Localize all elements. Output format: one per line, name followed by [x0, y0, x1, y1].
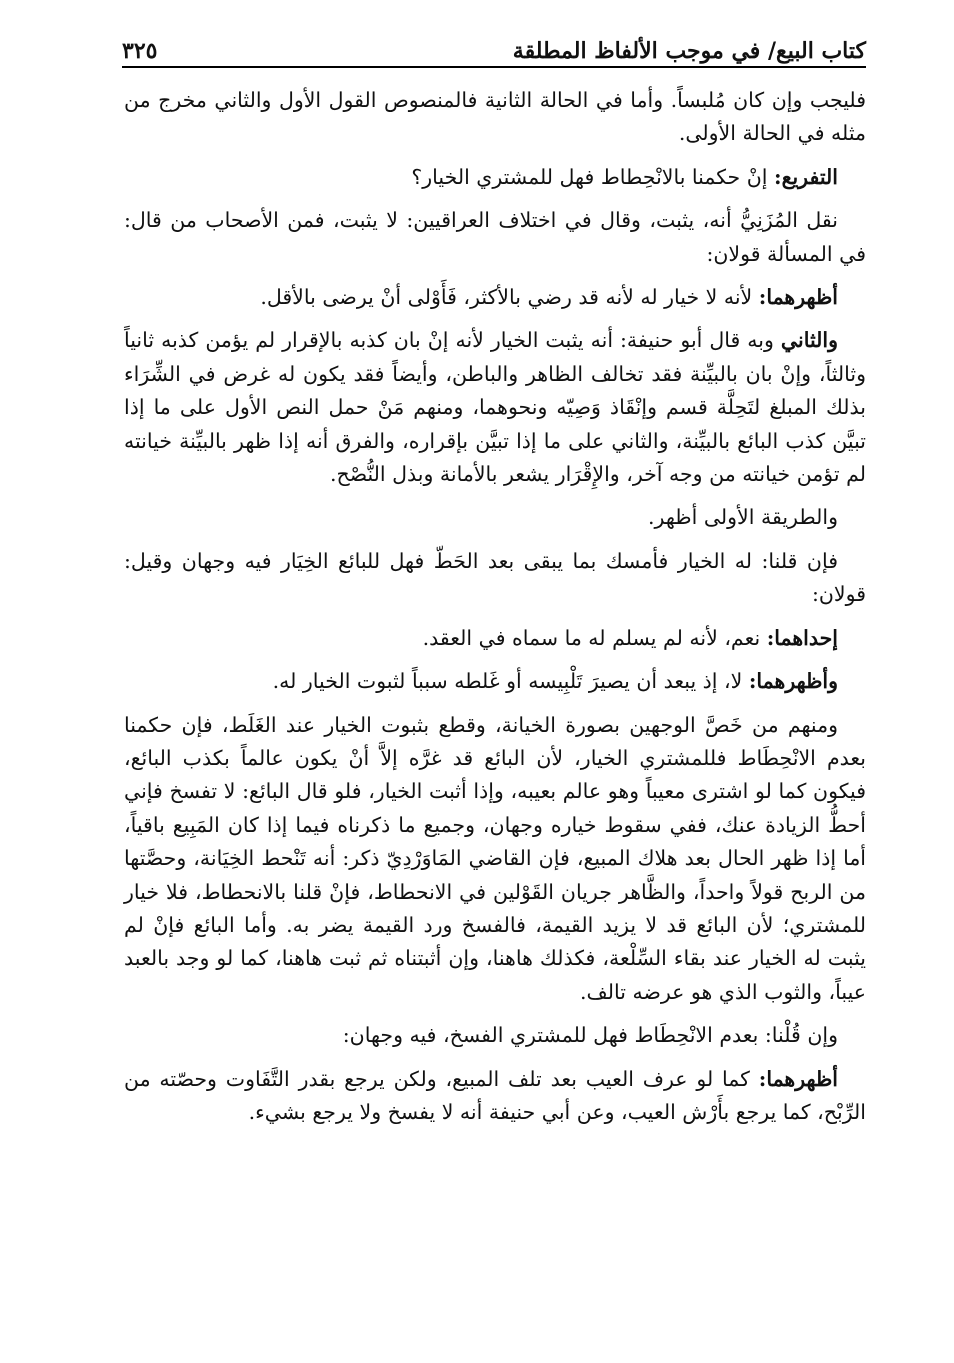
paragraph-10: ومنهم من خَصَّ الوجهين بصورة الخيانة، وقطع بثبوت الخيار عند الغَلَط، فإن حكمنا بعدم الانْحِطَاط فللمشتري الخيار، لأن البائع قد غرَّه إلاَّ أنْ يكون عالماً بكذب البائع، فيكون كما لو اشترى معيباً وهو عالم بعيبه، وإذا أثبت الخيار، فلو قال البائع: لا تفسخ فإني أحطُّ الزيادة عنك، ففي سقوط خياره وجهان، وجميع ما ذكرناه فيما إذا كان المَبِيع باقياً، أما إذا ظهر الحال بعد هلاك المبيع، فإن القاضي المَاوَرْدِيّ ذكر: أنه تَنْحط الخِيَانة، وحصَّتها من الربح قولاً واحداً، والظَّاهر جريان القَوْلين في الانحطاط، فإنْ قلنا بالانحطاط، فلا خيار للمشتري؛ لأن البائع قد لا يزيد القيمة، فالفسخ ورد القيمة يضر به. وأما البائع فإنْ لم يثبت له الخيار عند بقاء السِّلْعة، فكذلك هاهنا، وإن أثبتناه ثم ثبت هاهنا، كما لو وجد بالعبد عيباً، والثوب الذي هو عرضه تالف.: [124, 712, 866, 1004]
paragraph-11: وإن قُلْنا: بعدم الانْحِطَاط فهل للمشتري الفسخ، فيه وجهان:: [342, 1023, 838, 1048]
paragraph-8: إحداهما: نعم، لأنه لم يسلم له ما سماه في العقد.: [422, 625, 838, 650]
paragraph-6: والطريقة الأولى أظهر.: [648, 505, 838, 530]
paragraph-1: فليجب وإن كان مُلبساً. وأما في الحالة الثانية فالمنصوص القول الأول والثاني مخرج من مثله في الحالة الأولى.: [124, 88, 866, 146]
header-rule: [122, 66, 866, 68]
paragraph-3: نقل المُزَنِيُّ أنه، يثبت، وقال في اختلاف العراقيين: لا يثبت، فمن الأصحاب من قال: في المسألة قولان:: [124, 208, 866, 266]
paragraph-7: فإن قلنا: له الخيار فأمسك بما يبقى بعد الحَطّ فهل للبائع الخِيَار فيه وجهان وقيل: قولان:: [124, 548, 866, 607]
page-number: ٣٢٥: [122, 38, 158, 64]
page-header: [122, 22, 866, 64]
paragraph-12: أظهرهما: كما لو عرف العيب بعد تلف المبيع، ولكن يرجع بقدر التَّفَاوت وحصّته من الرِّبْح، كما يرجع بأَرْش العيب، وعن أبي حنيفة أنه لا يفسخ ولا يرجع بشيء.: [124, 1066, 866, 1124]
paragraph-5: والثاني وبه قال أبو حنيفة: أنه يثبت الخيار لأنه إنْ بان كذبه بالإقرار لم يؤمن كذبه ثانياً وثالثاً، وإنْ بان بالبيِّنة فقد تخالف الظاهر والباطن، وأيضاً فقد يكون له غرض في الشِّرَاء بذلك المبلغ لتَحِلَّة قسم وإنْقَاذ وَصِيّه ونحوهما، ومنهم مَنْ حمل النص الأول على ما إذا تبيَّن كذب البائع بالبيِّنة، والثاني على ما إذا تبيَّن بإقراره، والفرق أنه إذا ظهر بالبيِّنة خيانته لم تؤمن خيانته من وجه آخر، والإِقْرَار يشعر بالأمانة وبذل النُّصْح.: [124, 328, 866, 487]
paragraph-9: وأظهرهما: لا، إذ يبعد أن يصيرَ تَلْبِيسه أو غَلطه سبباً لثبوت الخيار له.: [272, 669, 838, 694]
paragraph-2: التفريع: إنْ حكمنا بالانْحِطاط فهل للمشتري الخيار؟: [411, 164, 838, 189]
page-body: [124, 84, 866, 1323]
paragraph-4: أظهرهما: لأنه لا خيار له لأنه قد رضي بالأكثر، فَأَوْلى أنْ يرضى بالأقل.: [260, 285, 838, 310]
running-title: كتاب البيع/ في موجب الألفاظ المطلقة: [512, 38, 866, 64]
